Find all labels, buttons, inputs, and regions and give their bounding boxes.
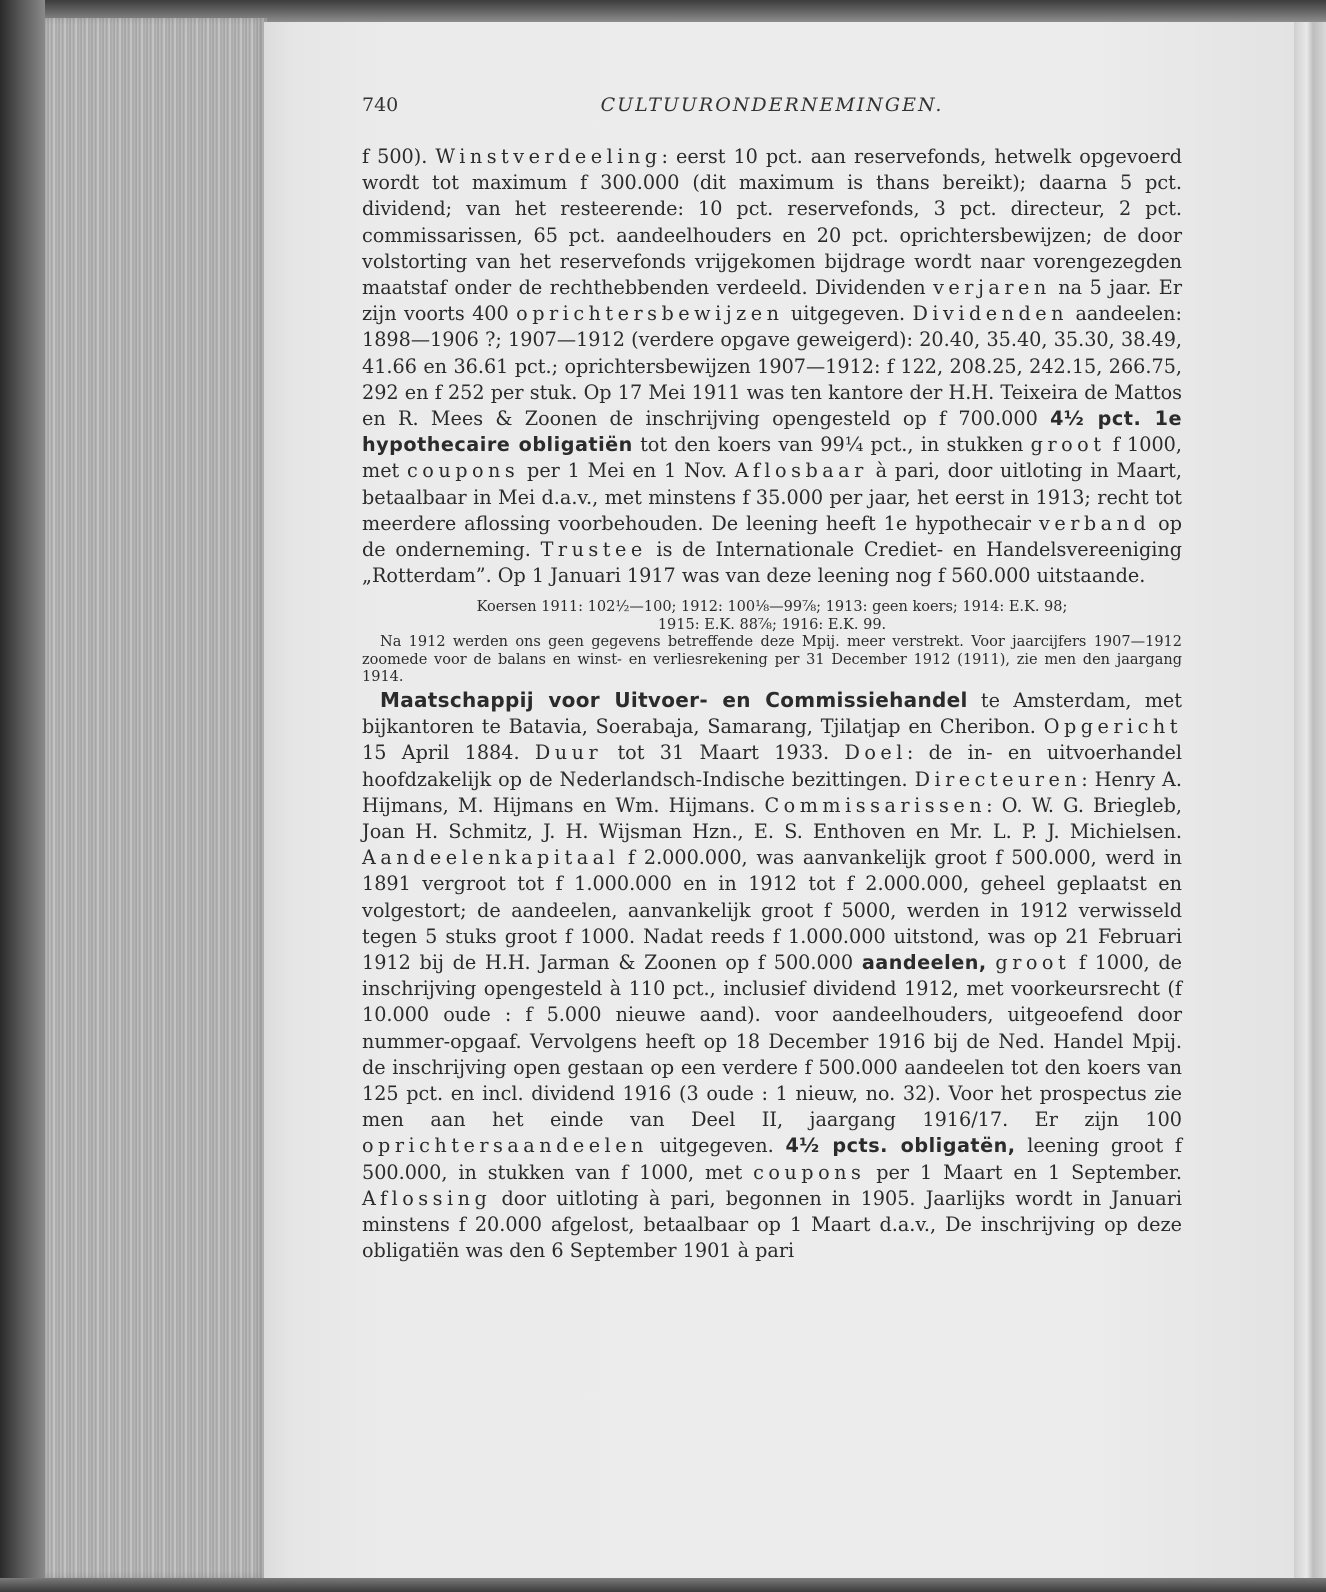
company-entry: Maatschappij voor Uitvoer- en Commissiehandel te Amsterdam, met bijkantoren te Batavia, Soerabaja, Samarang, Tjilatjap en Cheribon. Opgericht 15 April 1884. Duur tot 31 Maart 1933. Doel: de in- en uitvoerhandel hoofdzakelijk op de Nederlandsch-Indische bezittingen. Directeuren: Henry A. Hijmans, M. Hijmans en Wm. Hijmans. Commissarissen: O. W. G. Briegleb, Joan H. Schmitz, J. H. Wijsman Hzn., E. S. Enthoven en Mr. L. P. J. Michielsen. Aandeelenkapitaal f 2.000.000, was aanvankelijk groot f 500.000, werd in 1891 vergroot tot f 1.000.000 en in 1912 tot f 2.000.000, geheel geplaatst en volgestort; de aandeelen, aanvankelijk groot f 5000, werden in 1912 verwisseld tegen 5 stuks groot f 1000. Nadat reeds f 1.000.000 uitstond, was op 21 Februari 1912 bij de H.H. Jarman & Zoonen op f 500.000 aandeelen, groot f 1000, de inschrijving opengesteld à 110 pct., inclusief dividend 1912, met voorkeursrecht (f 10.000 oude : f 5.000 nieuwe aand). voor aandeelhouders, uitgeoefend door nummer-opgaaf. Vervolgens heeft op 18 December 1916 bij de Ned. Handel Mpij. de inschrijving open gestaan op een verdere f 500.000 aandeelen tot den koers van 125 pct. en incl. dividend 1916 (3 oude : 1 nieuw, no. 32). Voor het prospectus zie men aan het einde van Deel II, jaargang 1916/17. Er zijn 100 oprichtersaandeelen uitgegeven. 4½ pcts. obligatën, leening groot f 500.000, in stukken van f 1000, met coupons per 1 Maart en 1 September. Aflossing door uitloting à pari, begonnen in 1905. Jaarlijks wordt in Januari minstens f 20.000 afgelost, betaalbaar op 1 Maart d.a.v., De inschrijving op deze obligatiën was den 6 September 1901 à pari [362,687,1183,1263]
editorial-note: Na 1912 werden ons geen gegevens betreffende deze Mpij. meer verstrekt. Voor jaarcijfers 1907—1912 zoomede voor de balans en winst- en verliesrekening per 31 December 1912 (1911), zie men den jaargang 1914. [362,634,1182,686]
price-quotes [362,599,1182,634]
spaced-term: Winstverdeeling [435,145,662,168]
previous-entry-paragraph: f 500). Winstverdeeling: eerst 10 pct. aan reservefonds, hetwelk opgevoerd wordt tot maximum f 300.000 (dit maximum is thans bereikt); daarna 5 pct. dividend; van het resteerende: 10 pct. reservefonds, 3 pct. directeur, 2 pct. commissarissen, 65 pct. aandeelhouders en 20 pct. oprichtersbewijzen; de door volstorting van het reservefonds vrijgekomen bijdrage wordt naar vorengezegden maatstaf onder de rechthebbenden verdeeld. Dividenden verjaren na 5 jaar. Er zijn voorts 400 oprichtersbewijzen uitgegeven. Dividenden aandeelen: 1898—1906 ?; 1907—1912 (verdere opgave geweigerd): 20.40, 35.40, 35.30, 38.49, 41.66 en 36.61 pct.; oprichtersbewijzen 1907—1912: f 122, 208.25, 242.15, 266.75, 292 en f 252 per stuk. Op 17 Mei 1911 was ten kantore der H.H. Teixeira de Mattos en R. Mees & Zoonen de inschrijving opengesteld op f 700.000 4½ pct. 1e hypothecaire obligatiën tot den koers van 99¼ pct., in stukken groot f 1000, met coupons per 1 Mei en 1 Nov. Aflosbaar à pari, door uitloting in Maart, betaalbaar in Mei d.a.v., met minstens f 35.000 per jaar, het eerst in 1913; recht tot meerdere aflossing voorbehouden. De leening heeft 1e hypothecair verband op de onderneming. Trustee is de Internationale Crediet- en Handelsvereeniging „Rotterdam”. Op 1 Januari 1917 was van deze leening nog f 560.000 uitstaande. [362,145,1182,588]
spaced-term: oprichtersbewijzen [516,302,784,326]
spaced-term: oprichtersaandeelen [362,1134,648,1158]
bold-heading-shares: aandeelen, [861,950,987,974]
spaced-term: groot [1030,433,1106,457]
bold-heading-bonds: 4½ pcts. obligatën, [785,1134,1016,1158]
spaced-term: Doel [844,741,907,765]
spaced-term: Commissarissen [764,793,987,817]
running-head [362,94,1182,120]
spaced-term: Aandeelenkapitaal [362,846,620,870]
spaced-term: verband [1039,511,1151,535]
bold-heading-obligations: 4½ pct. 1e hypothecaire obligatiën [362,407,1182,457]
spaced-term: Trustee [540,538,647,562]
section-title: CULTUURONDERNEMINGEN. [600,94,944,116]
body-text [362,144,1182,1264]
spaced-term: Aflossing [362,1186,492,1210]
book-gutter-right [1294,22,1326,1580]
spaced-term: Directeuren [914,767,1082,791]
scan-border-bottom [0,1578,1326,1592]
price-quotes-line-2: 1915: E.K. 88⅞; 1916: E.K. 99. [657,616,887,633]
spaced-term: Opgericht [1043,715,1182,739]
spaced-term: Aflosbaar [734,459,868,483]
spaced-term: coupons [753,1160,866,1184]
spaced-term: verjaren [933,276,1051,300]
page-number: 740 [362,94,399,116]
book-page [264,22,1294,1580]
spaced-term: Dividenden [912,302,1068,326]
company-name: Maatschappij voor Uitvoer- en Commissiehandel [380,687,968,712]
spaced-term: Duur [534,741,603,765]
scan-border-left [0,0,45,1592]
book-page-edges [45,18,267,1578]
spaced-term: coupons [407,459,520,483]
price-quotes-line-1: Koersen 1911: 102½—100; 1912: 100⅛—99⅞; 1913: geen koers; 1914: E.K. 98; [476,599,1068,616]
spaced-term: groot [995,950,1071,974]
